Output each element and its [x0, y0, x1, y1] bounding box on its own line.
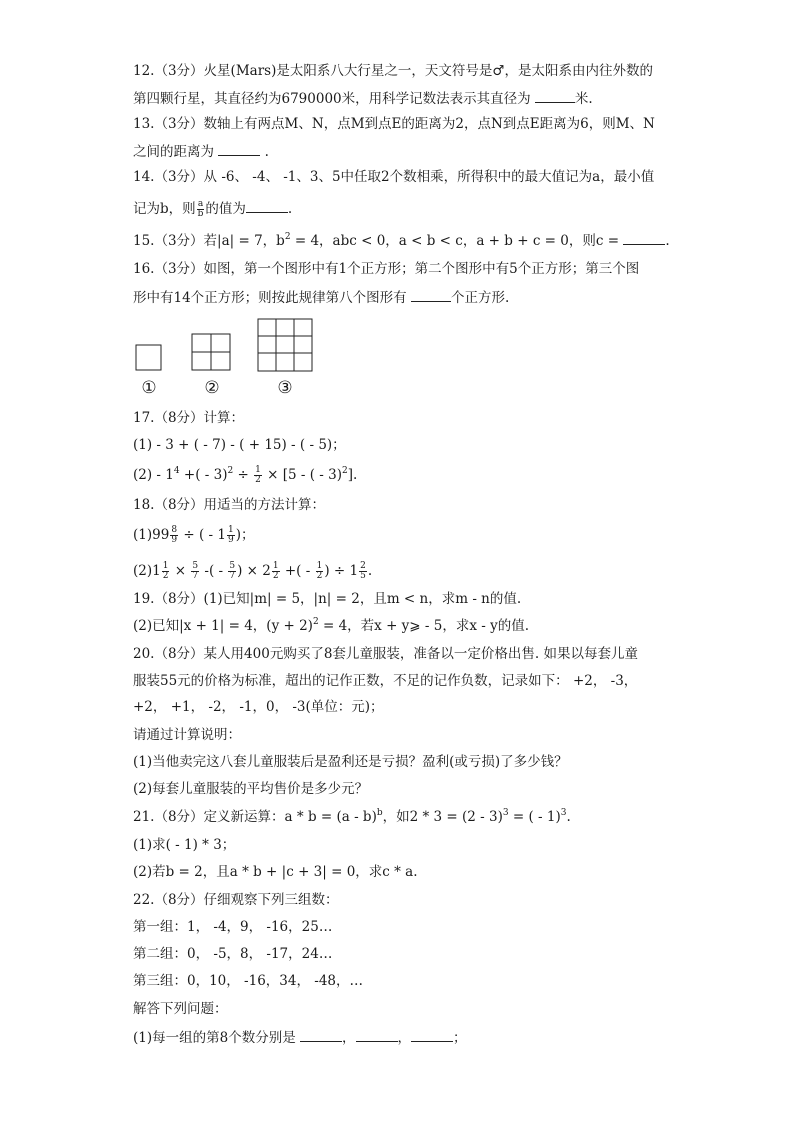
q14-line2 [133, 198, 292, 219]
q18-p1-b: ÷ ( - 1 [179, 527, 226, 543]
q17-p2-sup1: 4 [173, 466, 180, 476]
q21-l1-sup2: 3 [502, 808, 509, 818]
figure-label-3: ③ [277, 378, 293, 398]
q14-frac-num: a [197, 199, 204, 209]
q19-p2-a: (2)已知|x + 1| = 4，(y + 2) [133, 618, 313, 634]
q20-line3: +2， +1， -2， -1，0， -3(单位：元)； [133, 699, 384, 715]
q17-p2-a: (2) - 1 [133, 467, 174, 483]
q12-line1: 12.（3分）火星(Mars)是太阳系八大行星之一，天文符号是♂，是太阳系由内往外数的 [133, 63, 653, 79]
q12-text: 第四颗行星，其直径约为6790000米，用科学记数法表示其直径为 [133, 91, 535, 107]
q20-line5: (1)当他卖完这八套儿童服装后是盈利还是亏损？盈利(或亏损)了多少钱？ [133, 754, 568, 770]
q17-p2-c: ÷ [233, 467, 254, 483]
q22-l6-sep1: ， [342, 1030, 356, 1046]
q21-line1 [133, 808, 571, 828]
squares-figure [130, 315, 330, 377]
q22-line5: 解答下列问题： [133, 1001, 228, 1017]
figure-label-2: ② [204, 378, 220, 398]
q22-line3: 第二组：0， -5，8， -17，24… [133, 946, 333, 962]
q22-answer-blank-3[interactable] [411, 1027, 453, 1042]
q18-p2-frac1 [162, 562, 170, 581]
q18-p2-frac6 [359, 562, 367, 581]
q18-p2-frac2 [191, 562, 199, 581]
q18-p2-f1-num: 1 [162, 561, 169, 571]
q22-line4: 第三组：0，10， -16，34， -48，… [133, 973, 364, 989]
q14-text2: 的值为 [205, 201, 246, 217]
q18-part2 [133, 562, 372, 581]
q15-end: . [665, 233, 670, 249]
q18-p2-frac5 [316, 562, 324, 581]
q15-line [133, 230, 670, 252]
q18-p2-c: -( - [200, 563, 228, 579]
q17-p2-sup2: 2 [227, 466, 234, 476]
figure-label-1: ① [141, 378, 157, 398]
q16-answer-blank[interactable] [411, 287, 451, 302]
q16-line2 [133, 287, 509, 307]
q19-part2 [133, 617, 529, 637]
q18-p2-d: ) × 2 [237, 563, 271, 579]
q22-answer-blank-2[interactable] [356, 1027, 398, 1042]
q17-frac-den: 2 [255, 475, 261, 485]
q22-l6-text: (1)每一组的第8个数分别是 [133, 1030, 301, 1046]
q21-line2: (1)求( - 1) * 3； [133, 837, 236, 853]
q21-l1-b: ，如2 * 3 = (2 - 3) [382, 809, 503, 825]
q12-line2 [133, 88, 593, 108]
q15-text-a: 15.（3分）若|a| = 7，b [133, 233, 285, 249]
q20-line6: (2)每套儿童服装的平均售价是多少元？ [133, 781, 369, 797]
q20-line1: 20.（8分）某人用400元购买了8套儿童服装，准备以一定价格出售. 如果以每套儿童 [133, 646, 638, 662]
q12-answer-blank[interactable] [535, 88, 575, 103]
q17-title: 17.（8分）计算： [133, 410, 245, 426]
q13-text: 之间的距离为 [133, 144, 219, 160]
q22-line2: 第一组：1， -4，9， -16，25… [133, 919, 333, 935]
q19-p2-b: = 4，若x + y⩾ - 5，求x - y的值. [318, 618, 530, 634]
q13-end: . [260, 144, 269, 160]
q14-text: 记为b，则 [133, 201, 196, 217]
q17-part1: (1) - 3 + ( - 7) - ( + 15) - ( - 5)； [133, 437, 346, 453]
q14-end: . [287, 201, 293, 217]
q22-l6-sep2: ， [397, 1030, 412, 1046]
q14-answer-blank[interactable] [246, 198, 288, 213]
q16-text: 形中有14个正方形；则按此规律第八个图形有 [133, 290, 411, 306]
q18-p2-f3-num: 5 [229, 561, 236, 571]
q17-p2-sup3: 2 [342, 466, 348, 476]
q13-line2 [133, 141, 269, 161]
q22-l6-end: ； [453, 1030, 467, 1046]
q17-p2-b: +( - 3) [179, 467, 228, 483]
q21-l1-sup1: b [376, 808, 383, 818]
q18-p1-f1-den: 9 [171, 535, 178, 545]
q21-l1-c: = ( - 1) [508, 809, 561, 825]
q18-p2-f6-num: 2 [360, 561, 366, 571]
q22-line6 [133, 1027, 467, 1047]
q15-text-b: = 4，abc < 0，a < b < c，a + b + c = 0，则c = [290, 233, 624, 249]
q14-line1: 14.（3分）从 -6、 -4、 -1、3、5中任取2个数相乘，所得积中的最大值记为a，最小值 [133, 169, 655, 185]
q18-title: 18.（8分）用适当的方法计算： [133, 497, 326, 513]
figure-1-square [136, 345, 161, 370]
q16-line1: 16.（3分）如图，第一个图形中有1个正方形；第二个图形中有5个正方形；第三个图 [133, 261, 640, 277]
q18-p1-c: )； [235, 527, 255, 543]
q18-p1-a: (1)99 [133, 527, 170, 543]
q18-p2-f: ) ÷ 1 [324, 563, 359, 579]
q17-frac-num: 1 [255, 465, 261, 475]
q20-line2: 服装55元的价格为标准，超出的记作正数，不足的记作负数，记录如下： +2， -3， [133, 673, 638, 689]
q13-answer-blank[interactable] [218, 141, 260, 156]
q18-p1-frac2 [227, 526, 235, 545]
q18-p2-f1-den: 2 [162, 571, 169, 581]
q15-sup: 2 [284, 232, 291, 242]
q18-p2-f2-den: 7 [192, 571, 199, 581]
q18-p2-f5-num: 1 [316, 561, 323, 571]
q19-p2-sup: 2 [312, 617, 319, 627]
q17-fraction [254, 466, 262, 485]
q18-p2-f4-den: 2 [272, 571, 279, 581]
q21-l1-d: . [566, 809, 571, 825]
q18-p1-frac1 [170, 526, 178, 545]
q14-fraction [197, 200, 205, 219]
q21-l1-a: 21.（8分）定义新运算：a * b = (a - b) [133, 809, 377, 825]
q17-p2-d: × [5 - ( - 3) [262, 467, 343, 483]
q18-p2-f3-den: 7 [229, 571, 236, 581]
q22-line1: 22.（8分）仔细观察下列三组数： [133, 892, 339, 908]
q21-l1-sup3: 3 [560, 808, 567, 818]
figure-2-grid [192, 334, 230, 370]
q19-part1: 19.（8分）(1)已知|m| = 5，|n| = 2，且m < n，求m - n的值. [133, 591, 522, 607]
q16-end: 个正方形. [450, 290, 510, 306]
q17-p2-e: ]. [347, 467, 358, 483]
q18-p1-f2-num: 1 [227, 525, 234, 535]
q18-p1-f2-den: 9 [227, 535, 234, 545]
q15-answer-blank[interactable] [623, 230, 665, 245]
q18-p2-f6-den: 5 [360, 571, 366, 581]
q20-line4: 请通过计算说明： [133, 727, 241, 743]
q17-part2 [133, 466, 357, 486]
q12-unit: 米. [574, 91, 593, 107]
q18-part1 [133, 526, 254, 545]
q18-p2-g: . [367, 563, 373, 579]
q18-p2-frac3 [228, 562, 236, 581]
q18-p2-f2-num: 5 [192, 561, 199, 571]
q18-p2-frac4 [272, 562, 280, 581]
figure-3-grid [258, 319, 312, 371]
q18-p2-f5-den: 2 [316, 571, 323, 581]
q18-p2-a: (2)1 [133, 563, 161, 579]
q18-p1-f1-num: 8 [171, 525, 178, 535]
q18-p2-e: +( - [280, 563, 315, 579]
q21-line3: (2)若b = 2，且a * b + |c + 3| = 0，求c * a. [133, 864, 418, 880]
q14-frac-den: b [197, 209, 204, 219]
q18-p2-f4-num: 1 [272, 561, 279, 571]
q13-line1: 13.（3分）数轴上有两点M、N，点M到点E的距离为2，点N到点E距离为6，则M、N [133, 116, 655, 132]
q22-answer-blank-1[interactable] [300, 1027, 342, 1042]
q18-p2-b: × [170, 563, 191, 579]
